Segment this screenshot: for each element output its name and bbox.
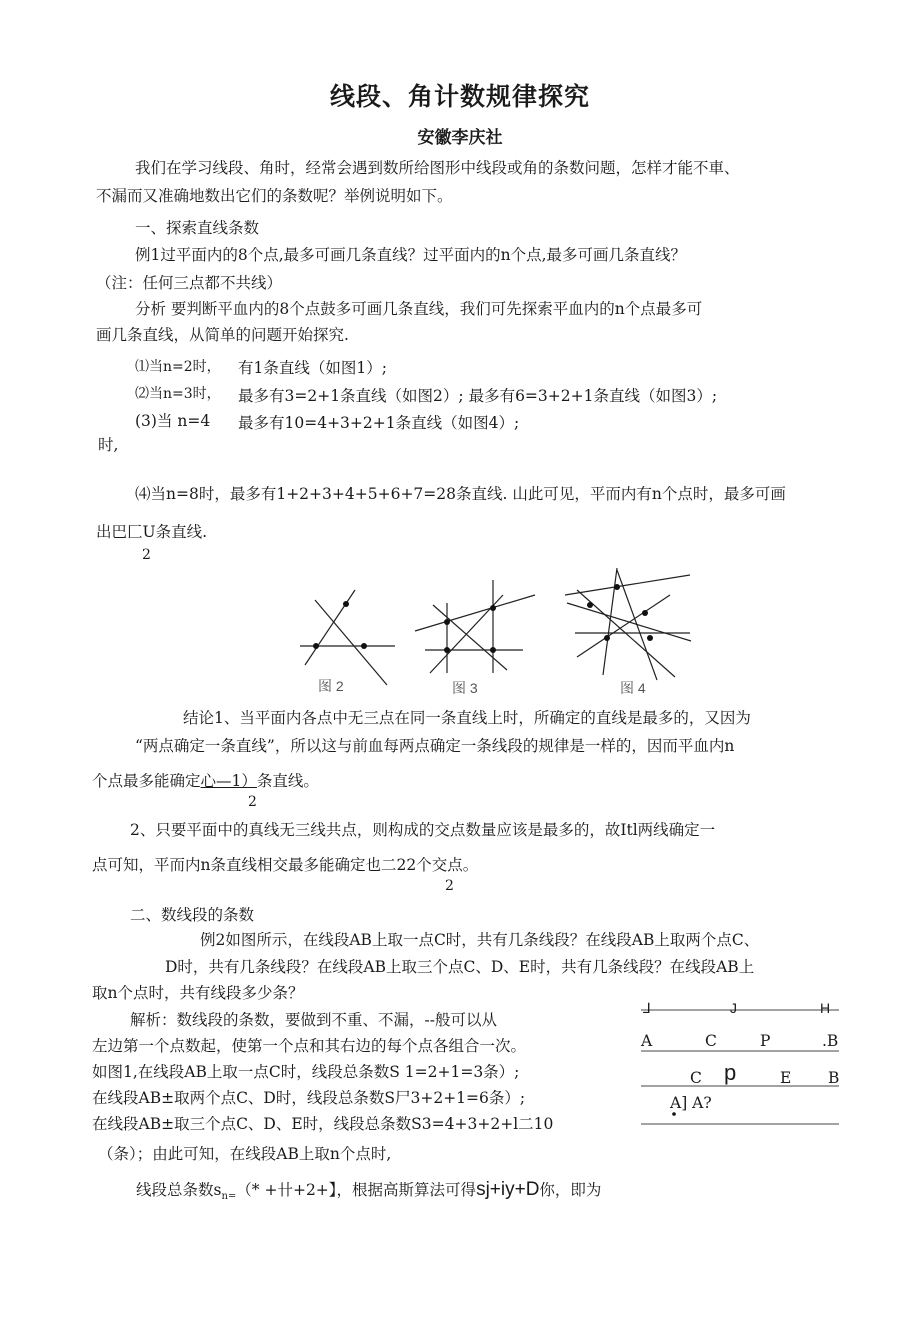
solution-line-1: 解析：数线段的条数，要做到不重、不漏，--般可以从 xyxy=(130,1011,497,1029)
case-1-label: ⑴当n=2时， xyxy=(135,359,221,375)
formula-subscript: n= xyxy=(221,1191,237,1203)
conclusion-1-line-1: 结论1、当平面内各点中无三点在同一条直线上时，所确定的直线是最多的，又因为 xyxy=(183,709,751,727)
solution-line-2: 左边第一个点数起，使第一个点和其右边的每个点各组合一次。 xyxy=(92,1037,527,1055)
solution-line-4: 在线段AB±取两个点C、D时，线段总条数S尸3+2+1=6条）; xyxy=(92,1089,526,1107)
fig2-line-3 xyxy=(305,590,355,665)
case-4-line-2: 出巴匚U条直线. xyxy=(96,523,207,541)
fig2-line-2 xyxy=(315,600,387,685)
ab-row2-label-b: .B xyxy=(822,1032,839,1050)
ab-row3-label-c: C xyxy=(690,1069,702,1087)
example-1-note: （注：任何三点都不共线） xyxy=(96,274,283,292)
formula-prefix: 线段总条数s xyxy=(136,1181,222,1199)
fig3-point-2 xyxy=(490,605,496,611)
example-2-line-1: 例2如图所示，在线段AB上取一点C时，共有几条线段？在线段AB上取两个点C、 xyxy=(200,931,760,949)
fig3-point-1 xyxy=(444,619,450,625)
analysis-line-2: 画几条直线，从简单的问题开始探究. xyxy=(96,326,349,344)
section-1-heading: 一、探索直线条数 xyxy=(135,219,260,237)
fig4-point-5 xyxy=(647,635,653,641)
fig4-point-2 xyxy=(587,602,593,608)
case-3-label: (3)当 n=4 xyxy=(135,412,211,430)
section-2-heading: 二、数线段的条数 xyxy=(130,906,255,924)
fig4-line-4 xyxy=(603,568,617,675)
figure-3-caption: 图 3 xyxy=(452,680,478,696)
fig3-point-4 xyxy=(490,647,496,653)
formula-suffix: 你，即为 xyxy=(539,1181,602,1199)
solution-line-5: 在线段AB±取三个点C、D、E时，线段总条数S3=4+3+2+l二10 xyxy=(92,1115,554,1133)
figure-2-caption: 图 2 xyxy=(318,678,344,694)
case-3-suffix: 时, xyxy=(98,436,119,454)
example-2-line-3: 取n个点时，共有线段多少条？ xyxy=(92,984,304,1002)
figure-4-caption: 图 4 xyxy=(620,680,646,696)
fig4-line-3 xyxy=(565,575,690,595)
ab-tick-2: J xyxy=(730,1000,737,1016)
conclusion-2-line-1: 2、只要平面中的真线无三线共点，则构成的交点数量应该是最多的，故Itl两线确定一 xyxy=(130,821,716,839)
conclusion-1-formula: 心—1） xyxy=(200,772,257,790)
conclusion-2-denominator: 2 xyxy=(445,878,454,894)
fig4-point-1 xyxy=(614,584,620,590)
formula-sum: （* +卄+2+】，根据高斯算法可得 xyxy=(236,1181,477,1199)
ab-row2-label-p: P xyxy=(760,1032,771,1050)
case-2-text: 最多有3=2+1条直线（如图2）; 最多有6=3+2+1条直线（如图3）; xyxy=(238,387,718,405)
ab-tick-3: H xyxy=(820,1000,831,1016)
case-4-line-1: ⑷当n=8时，最多有1+2+3+4+5+6+7=28条直线. 山此可见，平而内有n个点时，最多可画 xyxy=(135,485,786,503)
fig4-point-3 xyxy=(642,610,648,616)
segment-ab-figure xyxy=(636,996,846,1136)
solution-line-6: （条）；由此可知，在线段AB上取n个点时, xyxy=(98,1145,392,1163)
formula-line xyxy=(136,1180,601,1207)
case-4-denominator: 2 xyxy=(142,547,151,563)
ab-row2-label-a: A xyxy=(641,1032,653,1050)
fig4-line-6 xyxy=(617,570,657,680)
conclusion-1-line-3 xyxy=(92,771,319,791)
author: 安徽李庆社 xyxy=(417,128,503,148)
solution-line-3: 如图1,在线段AB上取一点C时，线段总条数S 1=2+1=3条）; xyxy=(92,1063,520,1081)
intro-line-1: 我们在学习线段、角时，经常会遇到数所给图形中线段或角的条数问题，怎样才能不車、 xyxy=(135,159,740,177)
fig4-point-4 xyxy=(604,635,610,641)
example-1: 例1过平面内的8个点,最多可画几条直线？过平面内的n个点,最多可画几条直线？ xyxy=(135,246,687,264)
intro-line-2: 不漏而又准确地数出它们的条数呢？举例说明如下。 xyxy=(96,187,453,205)
conclusion-1-denominator: 2 xyxy=(248,794,257,810)
conclusion-1-line-2: “两点确定一条直线”，所以这与前血每两点确定一条线段的规律是一样的，因而平血内n xyxy=(135,737,735,755)
case-2-label: ⑵当n=3时， xyxy=(135,386,221,402)
ab-row4-label: A] A? xyxy=(670,1094,712,1112)
ab-row3-label-b: B xyxy=(828,1069,840,1087)
conclusion-1-suffix: 条直线。 xyxy=(256,772,319,790)
ab-row3-label-e: E xyxy=(780,1069,792,1087)
case-3-text: 最多有10=4+3+2+1条直线（如图4）; xyxy=(238,414,520,432)
ab-tick-1: ⅃ xyxy=(643,1000,651,1016)
fig2-point-3 xyxy=(361,643,367,649)
example-2-line-2: D时，共有几条线段？在线段AB上取三个点C、D、E时，共有几条线段？在线段AB上 xyxy=(165,958,755,976)
fig2-point-2 xyxy=(313,643,319,649)
fig3-point-3 xyxy=(444,647,450,653)
analysis-line-1: 分析 要判断平血内的8个点鼓多可画几条直线，我们可先探索平血内的n个点最多可 xyxy=(135,300,703,318)
page-title: 线段、角计数规律探究 xyxy=(329,82,590,111)
formula-gauss: sj+iy+D xyxy=(476,1179,540,1200)
ab-row2-label-c: C xyxy=(705,1032,717,1050)
conclusion-1-prefix: 个点最多能确定 xyxy=(92,772,201,790)
conclusion-2-line-2: 点可知，平而内n条直线相交最多能确定也二22个交点。 xyxy=(92,856,479,874)
case-1-text: 有1条直线（如图1）; xyxy=(238,359,387,377)
fig2-point-1 xyxy=(343,601,349,607)
ab-row3-label-p: p xyxy=(724,1060,737,1085)
